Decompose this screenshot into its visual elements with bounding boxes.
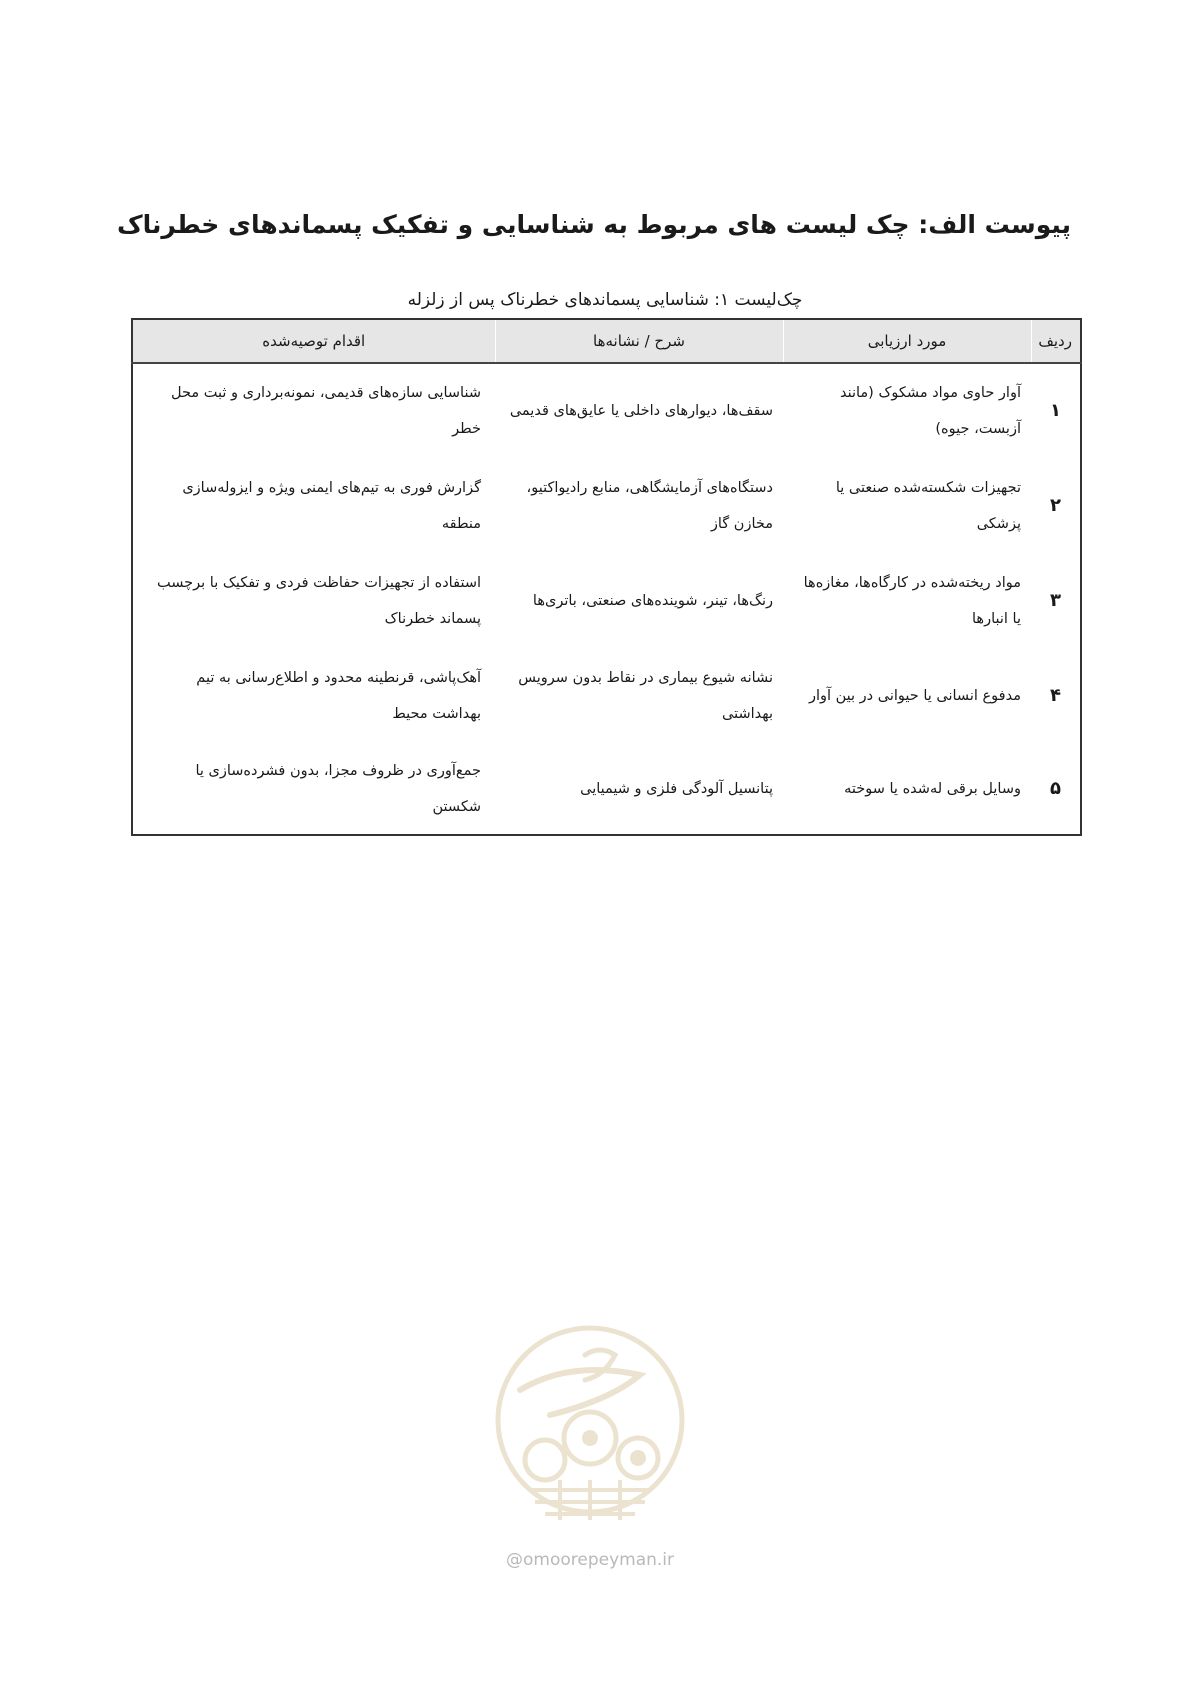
assessment-item: تجهیزات شکسته‌شده صنعتی یا پزشکی [835,479,1021,532]
table-row [132,458,1081,553]
assessment-item: وسایل برقی له‌شده یا سوخته [844,780,1021,797]
description: پتانسیل آلودگی فلزی و شیمیایی [580,780,773,797]
table-header [132,319,1081,363]
description: رنگ‌ها، تینر، شوینده‌های صنعتی، باتری‌ها [532,592,773,609]
header-recommended-action: اقدام توصیه‌شده [132,319,495,363]
recommended-action: استفاده از تجهیزات حفاظت فردی و تفکیک با برچسب پسماند خطرناک [157,574,481,627]
row-number: ۴ [1050,684,1061,706]
recommended-action: آهک‌پاشی، قرنطینه محدود و اطلاع‌رسانی به تیم بهداشت محیط [196,669,481,722]
table-row [132,553,1081,648]
header-row [132,319,1081,363]
table-row [132,743,1081,835]
recommended-action: گزارش فوری به تیم‌های ایمنی ویژه و ایزوله‌سازی منطقه [182,479,481,532]
watermark-site: @omoorepeyman.ir [505,1550,675,1570]
description: نشانه شیوع بیماری در نقاط بدون سرویس بهداشتی [518,669,773,722]
checklist-table [131,318,1082,836]
table-caption: چک‌لیست ۱: شناسایی پسماندهای خطرناک پس از زلزله [407,290,803,310]
assessment-item: مواد ریخته‌شده در کارگاه‌ها، مغازه‌ها یا انبارها [803,574,1021,627]
page-title: پیوست الف: چک لیست های مربوط به شناسایی و تفکیک پسماندهای خطرناک [117,210,1071,239]
row-number: ۲ [1050,494,1061,516]
row-number: ۱ [1050,400,1061,421]
row-number: ۵ [1050,777,1061,799]
table-row [132,363,1081,458]
row-number: ۳ [1050,589,1061,611]
recommended-action: شناسایی سازه‌های قدیمی، نمونه‌برداری و ثبت محل خطر [171,385,481,437]
description: دستگاه‌های آزمایشگاهی، منابع رادیواکتیو، مخازن گاز [526,479,773,532]
description: سقف‌ها، دیوارهای داخلی یا عایق‌های قدیمی [509,403,773,419]
header-assessment-item: مورد ارزیابی [783,319,1031,363]
table-body [132,363,1081,835]
header-row-number: ردیف [1031,319,1081,363]
table-row [132,648,1081,743]
header-description: شرح / نشانه‌ها [495,319,783,363]
watermark-logo-icon [490,1320,690,1565]
recommended-action: جمع‌آوری در ظروف مجزا، بدون فشرده‌سازی یا شکستن [195,762,481,815]
assessment-item: مدفوع انسانی یا حیوانی در بین آوار [808,687,1021,704]
assessment-item: آوار حاوی مواد مشکوک (مانند آزبست، جیوه) [839,385,1021,437]
